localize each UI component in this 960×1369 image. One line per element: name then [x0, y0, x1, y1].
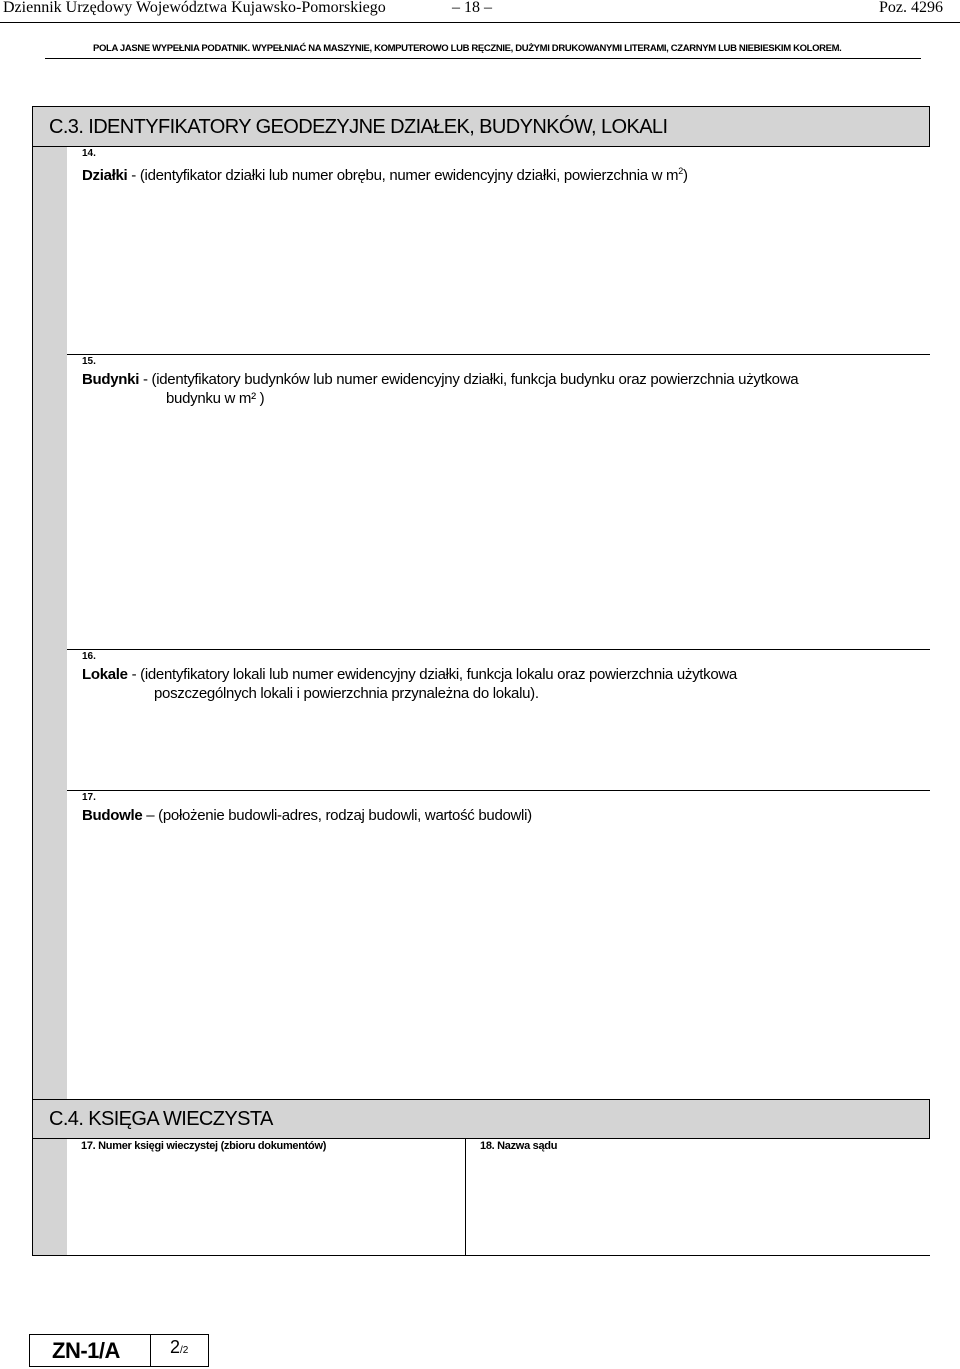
field-label: 18. Nazwa sądu — [480, 1140, 558, 1152]
field-label: Działki - (identyfikator działki lub numer obrębu, numer ewidencyjny działki, powierzchnia w $m^2$) — [82, 166, 688, 184]
section-c4-fields — [67, 1139, 930, 1255]
header-rule — [0, 22, 960, 23]
field-number: 16. — [82, 651, 96, 662]
field-17-land-register-number[interactable] — [67, 1139, 466, 1255]
field-15-budynki[interactable] — [67, 355, 930, 650]
form-code: ZN-1/A — [30, 1335, 151, 1366]
section-c3-title: C.3. IDENTYFIKATORY GEODEZYJNE DZIAŁEK, BUDYNKÓW, LOKALI — [33, 107, 929, 147]
field-label: 17. Numer księgi wieczystej (zbioru dokumentów) — [81, 1140, 327, 1152]
form-footer — [29, 1334, 209, 1367]
page-header — [0, 0, 960, 20]
field-label: Budowle – (położenie budowli-adres, rodzaj budowli, wartość budowli) — [82, 807, 532, 824]
instructions-rule — [45, 58, 921, 59]
field-18-court-name[interactable] — [466, 1139, 930, 1255]
field-number: 14. — [82, 148, 96, 159]
field-17-budowle[interactable] — [67, 791, 930, 1099]
field-label: Lokale - (identyfikatory lokali lub numer ewidencyjny działki, funkcja lokalu oraz powierzchnia użytkowa poszczególnych lokali i powierzchnia przynależna do lokalu). — [82, 666, 737, 702]
field-number: 17. — [82, 792, 96, 803]
fill-instructions: POLA JASNE WYPEŁNIA PODATNIK. WYPEŁNIAĆ NA MASZYNIE, KOMPUTEROWO LUB RĘCZNIE, DUŻYMI DRUKOWANYMI LITERAMI, CZARNYM LUB NIEBIESKIM KOLOREM. — [93, 43, 842, 54]
field-label: Budynki - (identyfikatory budynków lub numer ewidencyjny działki, funkcja budynku oraz powierzchnia użytkowa budynku w m² ) — [82, 371, 799, 407]
form-container — [32, 106, 930, 1256]
field-number: 15. — [82, 356, 96, 367]
section-c4-title: C.4. KSIĘGA WIECZYSTA — [33, 1099, 929, 1139]
position-number: Poz. 4296 — [879, 0, 943, 16]
page-indicator: 2/2 — [170, 1337, 189, 1357]
field-14-dzialki[interactable] — [67, 147, 930, 355]
journal-title: Dziennik Urzędowy Województwa Kujawsko-Pomorskiego — [3, 0, 386, 16]
page-number: – 18 – — [452, 0, 492, 16]
field-16-lokale[interactable] — [67, 650, 930, 791]
left-gray-margin — [33, 107, 68, 1255]
